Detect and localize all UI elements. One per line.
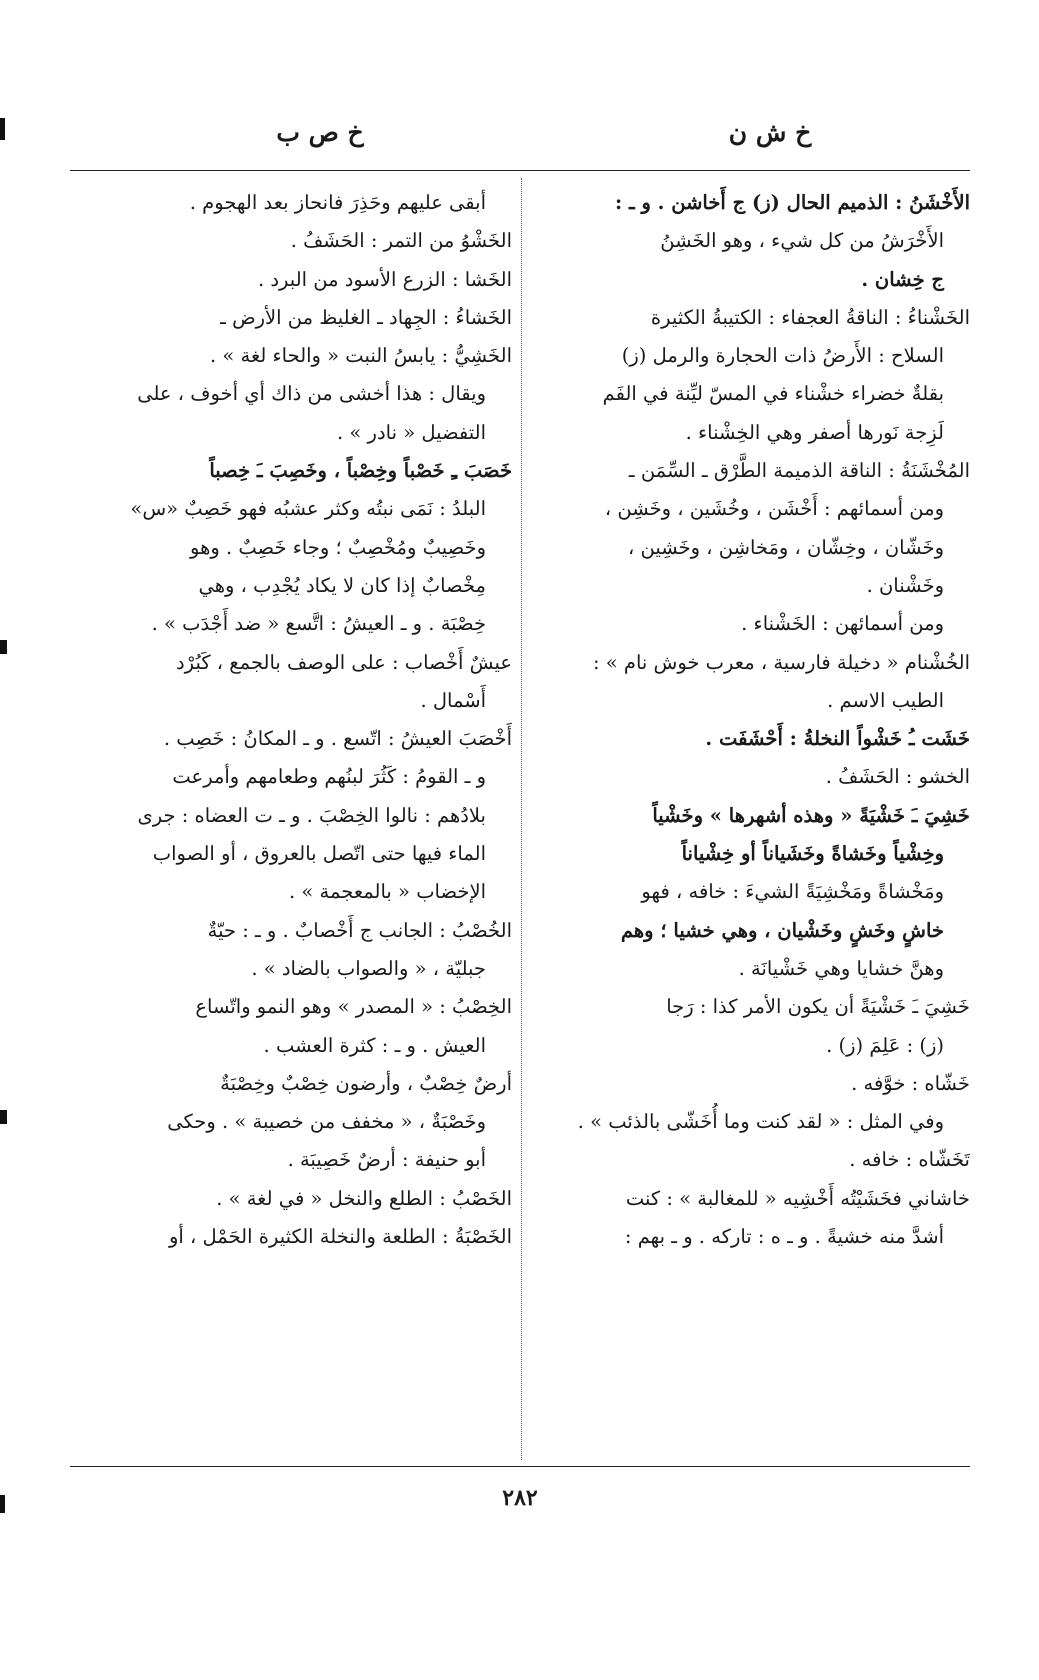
entry-line: أَسْمال . xyxy=(420,688,486,712)
entry-line: ومَخْشاةً ومَخْشِيَةً الشيءَ : خافه ، فهو xyxy=(641,880,944,904)
scan-margin-mark xyxy=(0,640,7,654)
entry-line: خاشٍ وخَشٍ وخَشْيان ، وهي خشيا ؛ وهم xyxy=(620,918,944,942)
top-rule xyxy=(70,170,970,171)
page-number: ٢٨٢ xyxy=(502,1485,538,1511)
entry-line: مِخْصابٌ إذا كان لا يكاد يُجْدِب ، وهي xyxy=(198,573,486,597)
entry-line: الخَشِيُّ : يابسُ النبت « والحاء لغة » . xyxy=(209,344,512,368)
entry-line: البلدُ : نَمَى نبتُه وكثر عشبُه فهو خَصِبٌ «س» xyxy=(130,497,486,521)
entry-line: عيشٌ أَخْصاب : على الوصف بالجمع ، كَبُرْد xyxy=(176,650,512,674)
entry-line: السلاح : الأَرضُ ذات الحجارة والرمل (ز) xyxy=(621,344,944,368)
entry-line: الخِصْبُ : « المصدر » وهو النمو واتّساع xyxy=(195,995,512,1019)
entry-line: الخَشا : الزرع الأسود من البرد . xyxy=(257,267,512,291)
running-header-root-right: خ ش ن xyxy=(728,118,812,147)
scan-margin-mark xyxy=(0,118,5,140)
entry-line: الخُشْنام « دخيلة فارسية ، معرب خوش نام » : xyxy=(593,650,970,674)
bottom-rule xyxy=(70,1466,970,1467)
entry-line: خَشِيَ ـَ خَشْيَةً أن يكون الأمر كذا : رَجا xyxy=(666,995,970,1019)
entry-line: خَشِيَ ـَ خَشْيَةً « وهذه أشهرها » وخَشْياً xyxy=(652,803,970,827)
entry-line: وخَشّان ، وخِشّان ، ومَخاشِن ، وخَشِين ، xyxy=(628,535,944,559)
entry-line: المُخْشَنَةُ : الناقة الذميمة الطَّرْق ـ السِّمَن ـ xyxy=(628,459,970,483)
entry-line: الأَخْرَشُ من كل شيء ، وهو الخَشِنُ xyxy=(660,229,944,253)
entry-line: الخَصْبُ : الطلع والنخل « في لغة » . xyxy=(216,1186,512,1210)
entry-line: الإخضاب « بالمعجمة » . xyxy=(289,880,486,904)
entry-line: الخشو : الحَشَفُ . xyxy=(825,765,970,789)
right-column xyxy=(530,184,970,1256)
entry-line: وخَشْنان . xyxy=(866,573,944,597)
entry-line: الخَشْوُ من التمر : الحَشَفُ . xyxy=(290,229,512,253)
entry-line: الطيب الاسم . xyxy=(827,688,944,712)
entry-line: تَخَشّاه : خافه . xyxy=(849,1148,970,1172)
entry-line: لَزِجة نَورها أصفر وهي الخِشْناء . xyxy=(685,420,944,444)
entry-line: بقلةٌ خضراء خشْناء في المسّ ليِّنة في الفَم xyxy=(602,382,944,406)
entry-line: وهنَّ خشايا وهي خَشْيانَة . xyxy=(738,956,944,980)
entry-line: أشدَّ منه خشيةً . و ـ ه : تاركه . و ـ بهم : xyxy=(624,1225,944,1249)
entry-line: وفي المثل : « لقد كنت وما أُخَشّى بالذئب » . xyxy=(577,1110,944,1134)
entry-line: خِصْبَة . و ـ العيشُ : اتَّسع « ضد أَجْدَب » . xyxy=(151,612,486,636)
entry-line: وخَصِيبٌ ومُخْصِبٌ ؛ وجاء خَصِبٌ . وهو xyxy=(190,535,486,559)
entry-line: أَخْصَبَ العيشُ : اتّسع . و ـ المكانُ : خَصِب . xyxy=(163,727,512,751)
entry-line: جبليّة ، « والصواب بالضاد » . xyxy=(251,956,486,980)
entry-line: الأَخْشَنُ : الذميم الحال (ز) ج أَخاشن . و ـ : xyxy=(614,191,970,214)
entry-line: ويقال : هذا أخشى من ذاك أي أخوف ، على xyxy=(137,382,486,406)
entry-line: أبو حنيفة : أرضٌ خَصِيبَة . xyxy=(287,1148,486,1172)
entry-line: ومن أسمائهم : أَخْشَن ، وخُشَين ، وخَشِن ، xyxy=(604,497,944,521)
left-column xyxy=(72,184,512,1256)
running-header-root-left: خ ص ب xyxy=(276,118,364,147)
entry-line: خَصَبَ ـِ خَصْباً وخِصْباً ، وخَصِبَ ـَ خِصباً xyxy=(209,459,512,483)
entry-line: التفضيل « نادر » . xyxy=(337,420,486,444)
scan-margin-mark xyxy=(0,1495,5,1513)
entry-line: خَشَت ـُ خَشْواً النخلةُ : أَحْشَفَت . xyxy=(705,727,970,751)
scan-margin-mark xyxy=(0,1110,7,1124)
entry-line: (ز) : عَلِمَ (ز) . xyxy=(826,1033,944,1057)
entry-line: الخُصْبُ : الجانب ج أَخْصابٌ . و ـ : حيّةٌ xyxy=(207,918,512,942)
entry-line: العيش . و ـ : كثرة العشب . xyxy=(263,1033,486,1057)
entry-line: خَشّاه : خوَّفه . xyxy=(851,1071,970,1095)
entry-line: الخَصْبَةُ : الطلعة والنخلة الكثيرة الحَمْل ، أو xyxy=(169,1225,512,1249)
entry-line: الخَشاءُ : الجِهاد ـ الغليظ من الأرض ـ xyxy=(220,305,512,329)
entry-line: أرضٌ خِصْبٌ ، وأرضون خِصْبٌ وخِصْبَةٌ xyxy=(220,1071,512,1095)
column-divider xyxy=(521,178,522,1460)
entry-line: بلادُهم : نالوا الخِصْبَ . و ـ ت العضاه : جرى xyxy=(137,803,486,827)
entry-line: الماء فيها حتى اتّصل بالعروق ، أو الصواب xyxy=(152,842,486,866)
entry-line: وخِشْياً وخَشاةً وخَشَياناً أو خِشْياناً xyxy=(681,842,944,866)
entry-line: ومن أسمائهن : الخَشْناء . xyxy=(741,612,944,636)
entry-line: وخَصْبَةٌ ، « مخفف من خصيبة » . وحكى xyxy=(167,1110,486,1134)
entry-line: أبقى عليهم وحَذِرَ فانحاز بعد الهجوم . xyxy=(189,191,486,214)
entry-line: خاشاني فخَشَيْتُه أَخْشِيه « للمغالبة » : كنت xyxy=(625,1186,970,1210)
entry-line: الخَشْناءُ : الناقةُ العجفاء : الكتيبةُ الكثيرة xyxy=(650,305,970,329)
entry-line: و ـ القومُ : كَثُرَ لبنُهم وطعامهم وأمرعت xyxy=(172,765,486,789)
entry-line: ج خِشان . xyxy=(861,267,944,291)
